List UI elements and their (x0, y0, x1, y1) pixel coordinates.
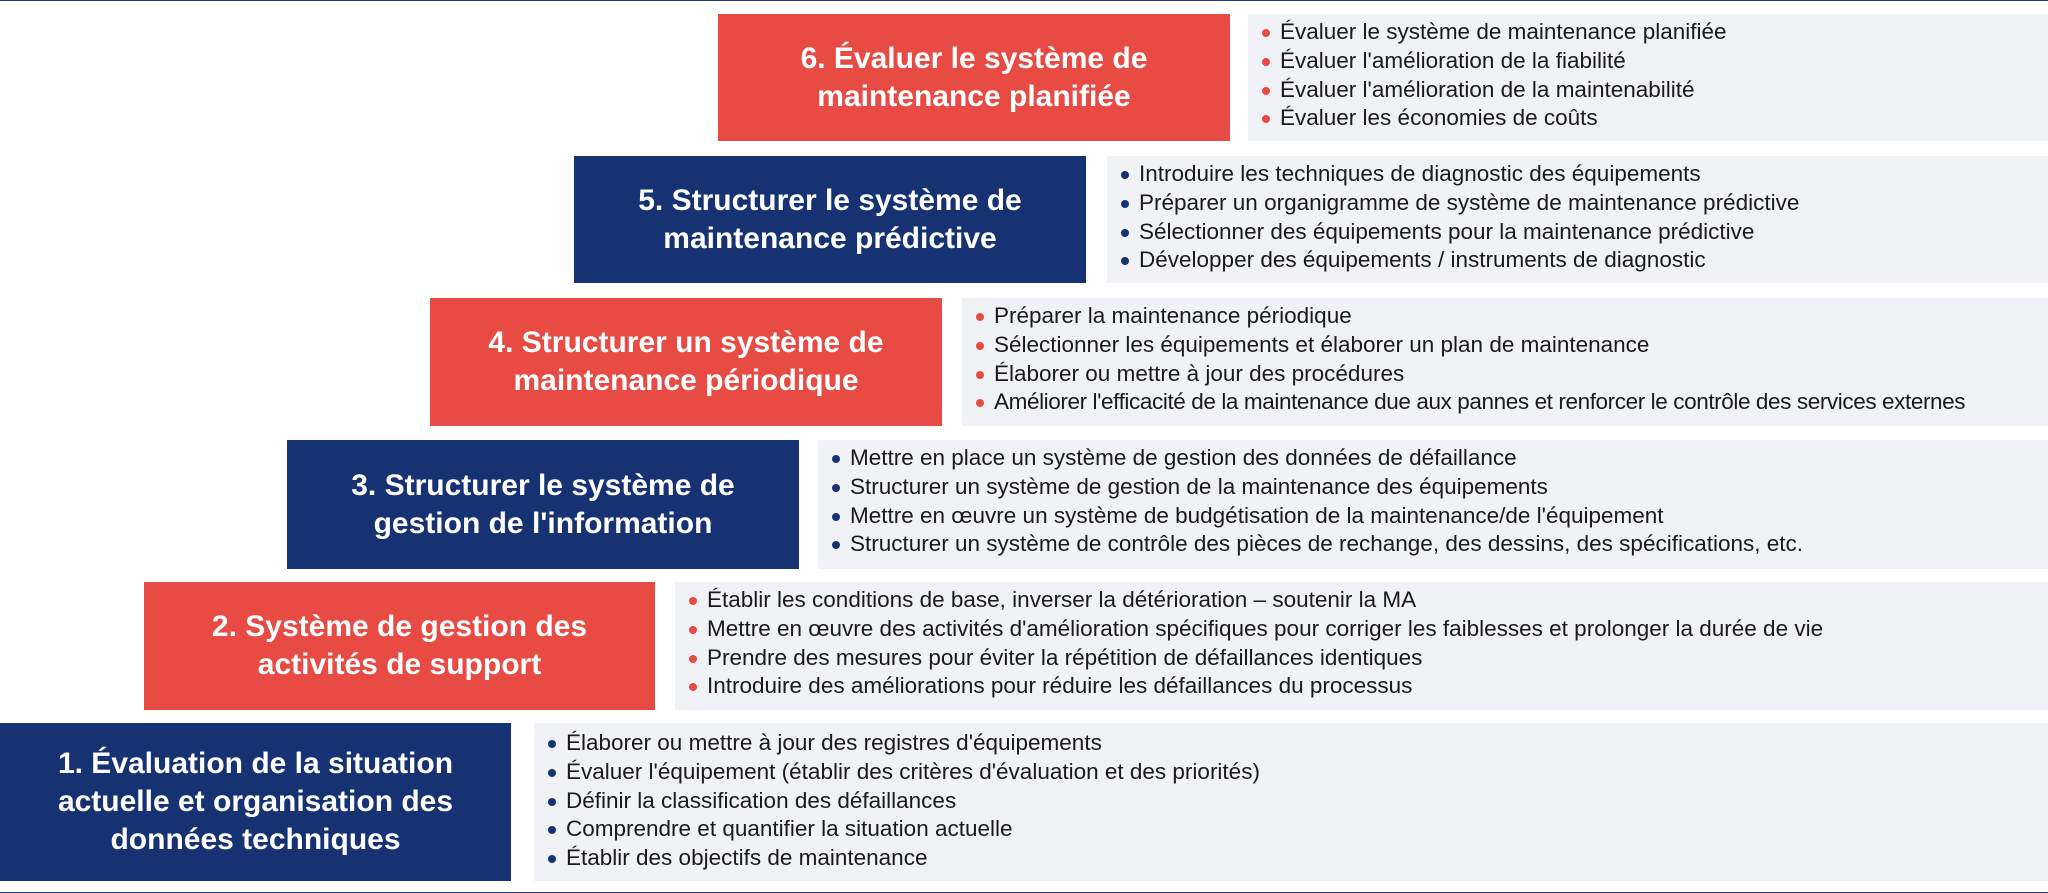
list-item: Structurer un système de gestion de la maintenance des équipements (832, 473, 2048, 502)
list-item: Établir les conditions de base, inverser la détérioration – soutenir la MA (689, 586, 2048, 615)
bullet-icon (976, 371, 984, 379)
list-item: Élaborer ou mettre à jour des procédures (976, 360, 2048, 389)
list-item: Établir des objectifs de maintenance (548, 844, 2048, 873)
list-item: Améliorer l'efficacité de la maintenance due aux pannes et renforcer le contrôle des services externes (976, 388, 2048, 417)
bullet-icon (832, 484, 840, 492)
bullet-icon (689, 626, 697, 634)
bullet-icon (1262, 58, 1270, 66)
list-item: Évaluer les économies de coûts (1262, 104, 2048, 133)
bullet-icon (1262, 87, 1270, 95)
bullet-icon (548, 769, 556, 777)
list-item: Évaluer le système de maintenance planifiée (1262, 18, 2048, 47)
list-item: Développer des équipements / instruments de diagnostic (1121, 246, 2048, 275)
list-item: Préparer la maintenance périodique (976, 302, 2048, 331)
bullet-icon (1121, 257, 1129, 265)
bullet-icon (548, 798, 556, 806)
bullet-icon (976, 313, 984, 321)
step-6-title: 6. Évaluer le système de maintenance planifiée (718, 14, 1230, 141)
list-item: Définir la classification des défaillances (548, 787, 2048, 816)
bullet-icon (832, 541, 840, 549)
step-6-details (1248, 14, 2048, 141)
list-item: Structurer un système de contrôle des pièces de rechange, des dessins, des spécifications, etc. (832, 530, 2048, 559)
list-item: Mettre en œuvre un système de budgétisation de la maintenance/de l'équipement (832, 502, 2048, 531)
list-item: Sélectionner les équipements et élaborer un plan de maintenance (976, 331, 2048, 360)
bullet-icon (548, 855, 556, 863)
bullet-icon (1121, 200, 1129, 208)
step-5-title: 5. Structurer le système de maintenance prédictive (574, 156, 1086, 283)
bullet-icon (976, 342, 984, 350)
step-4-details (962, 298, 2048, 426)
bullet-icon (832, 455, 840, 463)
step-1-details (534, 723, 2048, 881)
bullet-icon (689, 655, 697, 663)
bullet-icon (1121, 171, 1129, 179)
bullet-icon (689, 683, 697, 691)
list-item: Élaborer ou mettre à jour des registres d'équipements (548, 729, 2048, 758)
step-2-details (675, 582, 2048, 710)
list-item: Introduire les techniques de diagnostic des équipements (1121, 160, 2048, 189)
step-3-details (818, 440, 2048, 569)
list-item: Sélectionner des équipements pour la maintenance prédictive (1121, 218, 2048, 247)
step-1-title: 1. Évaluation de la situation actuelle et organisation des données techniques (0, 723, 511, 881)
bullet-icon (1262, 115, 1270, 123)
list-item: Évaluer l'amélioration de la maintenabilité (1262, 76, 2048, 105)
bullet-icon (548, 826, 556, 834)
step-5-details (1107, 156, 2048, 283)
list-item: Comprendre et quantifier la situation actuelle (548, 815, 2048, 844)
bullet-icon (1262, 29, 1270, 37)
bullet-icon (832, 513, 840, 521)
list-item: Préparer un organigramme de système de maintenance prédictive (1121, 189, 2048, 218)
step-2-title: 2. Système de gestion des activités de support (144, 582, 655, 710)
list-item: Évaluer l'amélioration de la fiabilité (1262, 47, 2048, 76)
bullet-icon (689, 597, 697, 605)
bullet-icon (548, 740, 556, 748)
bullet-icon (976, 399, 984, 407)
list-item: Évaluer l'équipement (établir des critères d'évaluation et des priorités) (548, 758, 2048, 787)
bullet-icon (1121, 229, 1129, 237)
list-item: Prendre des mesures pour éviter la répétition de défaillances identiques (689, 644, 2048, 673)
list-item: Mettre en œuvre des activités d'amélioration spécifiques pour corriger les faiblesses et prolonger la durée de vie (689, 615, 2048, 644)
list-item: Mettre en place un système de gestion des données de défaillance (832, 444, 2048, 473)
step-3-title: 3. Structurer le système de gestion de l'information (287, 440, 799, 569)
step-4-title: 4. Structurer un système de maintenance périodique (430, 298, 942, 426)
list-item: Introduire des améliorations pour réduire les défaillances du processus (689, 672, 2048, 701)
